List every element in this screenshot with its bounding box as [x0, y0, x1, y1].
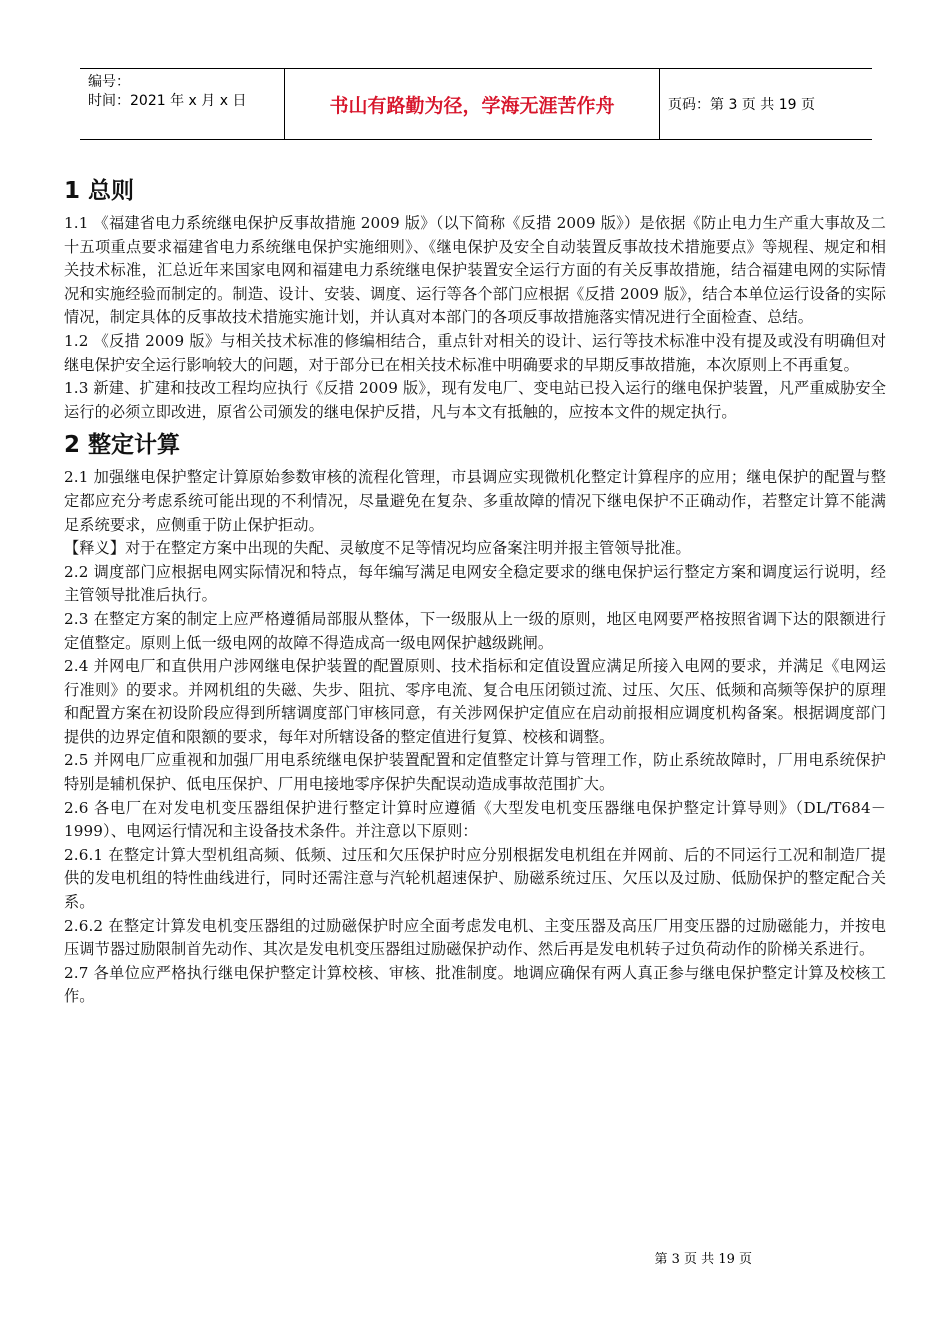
document-time: 时间：2021 年 x 月 x 日 — [88, 93, 247, 109]
section-title-general: 1 总则 — [64, 178, 135, 204]
paragraph-2-6: 2.6 各电厂在对发电机变压器组保护进行整定计算时应遵循《大型发电机变压器继电保护整定计算导则》（DL/T684－1999）、电网运行情况和主设备技术条件。并注意以下原则： — [64, 798, 886, 841]
page-footer: 第 3 页 共 19 页 — [654, 1252, 752, 1267]
document-number-label: 编号： — [88, 74, 130, 90]
paragraph-2-7: 2.7 各单位应严格执行继电保护整定计算校核、审核、批准制度。地调应确保有两人真正参与继电保护整定计算及校核工作。 — [64, 963, 886, 1006]
section-title-setting-calculation: 2 整定计算 — [64, 432, 181, 459]
paragraph-2-6-1: 2.6.1 在整定计算大型机组高频、低频、过压和欠压保护时应分别根据发电机组在并网前、后的不同运行工况和制造厂提供的发电机组的特性曲线进行，同时还需注意与汽轮机超速保护、励磁系统过压、欠压以及过励、低励保护的整定配合关系。 — [64, 845, 886, 912]
paragraph-2-1: 2.1 加强继电保护整定计算原始参数审核的流程化管理，市县调应实现微机化整定计算程序的应用；继电保护的配置与整定都应充分考虑系统可能出现的不利情况，尽量避免在复杂、多重故障的情况下继电保护不正确动作，若整定计算不能满足系统要求，应侧重于防止保护拒动。 — [64, 468, 886, 534]
paragraph-1-3: 1.3 新建、扩建和技改工程均应执行《反措 2009 版》，现有发电厂、变电站已投入运行的继电保护装置，凡严重威胁安全运行的必须立即改进，原省公司颁发的继电保护反措，凡与本文有抵触的，应按本文件的规定执行。 — [64, 379, 886, 421]
header-page-info: 页码：第 3 页 共 19 页 — [668, 97, 815, 113]
page-header — [80, 68, 872, 140]
document-body — [64, 170, 886, 1009]
paragraph-2-2: 2.2 调度部门应根据电网实际情况和特点，每年编写满足电网安全稳定要求的继电保护运行整定方案和调度运行说明，经主管领导批准后执行。 — [64, 562, 886, 605]
paragraph-2-6-2: 2.6.2 在整定计算发电机变压器组的过励磁保护时应全面考虑发电机、主变压器及高压厂用变压器的过励磁能力，并按电压调节器过励限制首先动作、其次是发电机变压器组过励磁保护动作、然后再是发电机转子过负荷动作的阶梯关系进行。 — [64, 916, 886, 959]
paragraph-2-4: 2.4 并网电厂和直供用户涉网继电保护装置的配置原则、技术指标和定值设置应满足所接入电网的要求，并满足《电网运行准则》的要求。并网机组的失磁、失步、阻抗、零序电流、复合电压闭锁过流、过压、欠压、低频和高频等保护的原理和配置方案在初设阶段应得到所辖调度部门审核同意，有关涉网保护定值应在启动前报相应调度机构备案。根据调度部门提供的边界定值和限额的要求，每年对所辖设备的整定值进行复算、校核和调整。 — [64, 657, 886, 746]
header-meta — [80, 69, 284, 139]
paragraph-2-1-note: 【释义】对于在整定方案中出现的失配、灵敏度不足等情况均应备案注明并报主管领导批准。 — [64, 539, 691, 558]
paragraph-1-2: 1.2 《反措 2009 版》与相关技术标准的修编相结合，重点针对相关的设计、运行等技术标准中没有提及或没有明确但对继电保护安全运行影响较大的问题，对于部分已在相关技术标准中明确要求的早期反事故措施，本次原则上不再重复。 — [64, 331, 886, 374]
paragraph-2-3: 2.3 在整定方案的制定上应严格遵循局部服从整体，下一级服从上一级的原则，地区电网要严格按照省调下达的限额进行定值整定。原则上低一级电网的故障不得造成高一级电网保护越级跳闸。 — [64, 609, 886, 652]
paragraph-2-5: 2.5 并网电厂应重视和加强厂用电系统继电保护装置配置和定值整定计算与管理工作，防止系统故障时，厂用电系统保护特别是辅机保护、低电压保护、厂用电接地零序保护失配误动造成事故范围扩大。 — [64, 751, 886, 794]
paragraph-1-1: 1.1 《福建省电力系统继电保护反事故措施 2009 版》（以下简称《反措 2009 版》）是依据《防止电力生产重大事故及二十五项重点要求福建省电力系统继电保护实施细则》、《继电保护及安全自动装置反事故技术措施要点》等规程、规定和相关技术标准，汇总近年来国家电网和福建电力系统继电保护装置安全运行方面的有关反事故措施，结合福建电网的实际情况和实施经验而制定的。制造、设计、安装、调度、运行等各个部门应根据《反措 2009 版》，结合本单位运行设备的实际情况，制定具体的反事故技术措施实施计划，并认真对本部门的各项反事故措施落实情况进行全面检查、总结。 — [64, 214, 886, 327]
header-motto: 书山有路勤为径，学海无涯苦作舟 — [284, 69, 660, 139]
